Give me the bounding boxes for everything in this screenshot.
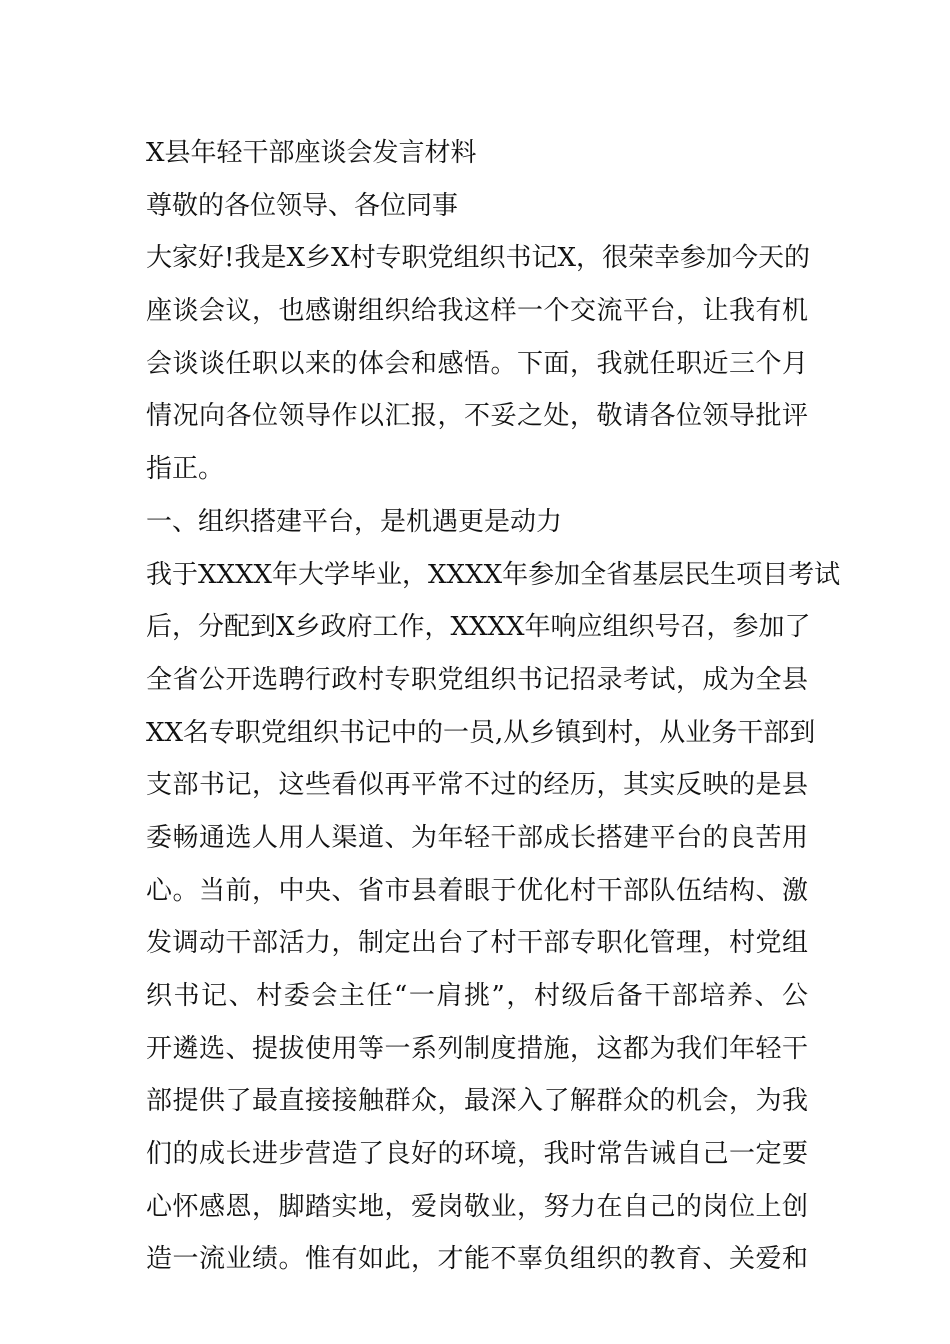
section-heading: 一、组织搭建平台，是机遇更是动力 — [146, 506, 563, 537]
paragraph-section-one — [146, 549, 841, 1287]
paragraph-line: 座谈会议，也感谢组织给我这样一个交流平台，让我有机 — [146, 296, 808, 327]
paragraph-line: 们的成长进步营造了良好的环境，我时常告诫自己一定要 — [146, 1139, 808, 1170]
paragraph-line: 发调动干部活力，制定出台了村干部专职化管理，村党组 — [146, 928, 808, 959]
paragraph-line: 我于XXXX年大学毕业，XXXX年参加全省基层民生项目考试 — [146, 559, 841, 590]
document-body — [146, 127, 841, 1286]
paragraph-line: 委畅通选人用人渠道、为年轻干部成长搭建平台的良苦用 — [146, 822, 808, 853]
paragraph-line: 会谈谈任职以来的体会和感悟。下面，我就任职近三个月 — [146, 348, 808, 379]
paragraph-line: 支部书记，这些看似再平常不过的经历，其实反映的是县 — [146, 770, 808, 801]
paragraph-line: 指正。 — [146, 454, 225, 485]
paragraph-line: 织书记、村委会主任“一肩挑”，村级后备干部培养、公 — [146, 981, 808, 1011]
document-title: X县年轻干部座谈会发言材料 — [146, 138, 477, 168]
paragraph-line: 开遴选、提拔使用等一系列制度措施，这都为我们年轻干 — [146, 1033, 808, 1064]
salutation: 尊敬的各位领导、各位同事 — [146, 190, 459, 221]
paragraph-line: 全省公开选聘行政村专职党组织书记招录考试，成为全县 — [146, 664, 808, 695]
paragraph-line: 后，分配到X乡政府工作，XXXX年响应组织号召，参加了 — [146, 612, 811, 643]
paragraph-line: XX名专职党组织书记中的一员,从乡镇到村，从业务干部到 — [146, 717, 816, 748]
paragraph-line: 心怀感恩，脚踏实地，爱岗敬业，努力在自己的岗位上创 — [146, 1191, 808, 1222]
paragraph-greeting — [146, 232, 808, 495]
paragraph-line: 心。当前，中央、省市县着眼于优化村干部队伍结构、激 — [146, 875, 808, 906]
paragraph-line: 情况向各位领导作以汇报，不妥之处，敬请各位领导批评 — [146, 401, 808, 432]
paragraph-line: 大家好!我是X乡X村专职党组织书记X，很荣幸参加今天的 — [146, 243, 810, 274]
paragraph-line: 造一流业绩。惟有如此，才能不辜负组织的教育、关爱和 — [146, 1244, 808, 1275]
paragraph-line: 部提供了最直接接触群众，最深入了解群众的机会，为我 — [146, 1086, 808, 1117]
